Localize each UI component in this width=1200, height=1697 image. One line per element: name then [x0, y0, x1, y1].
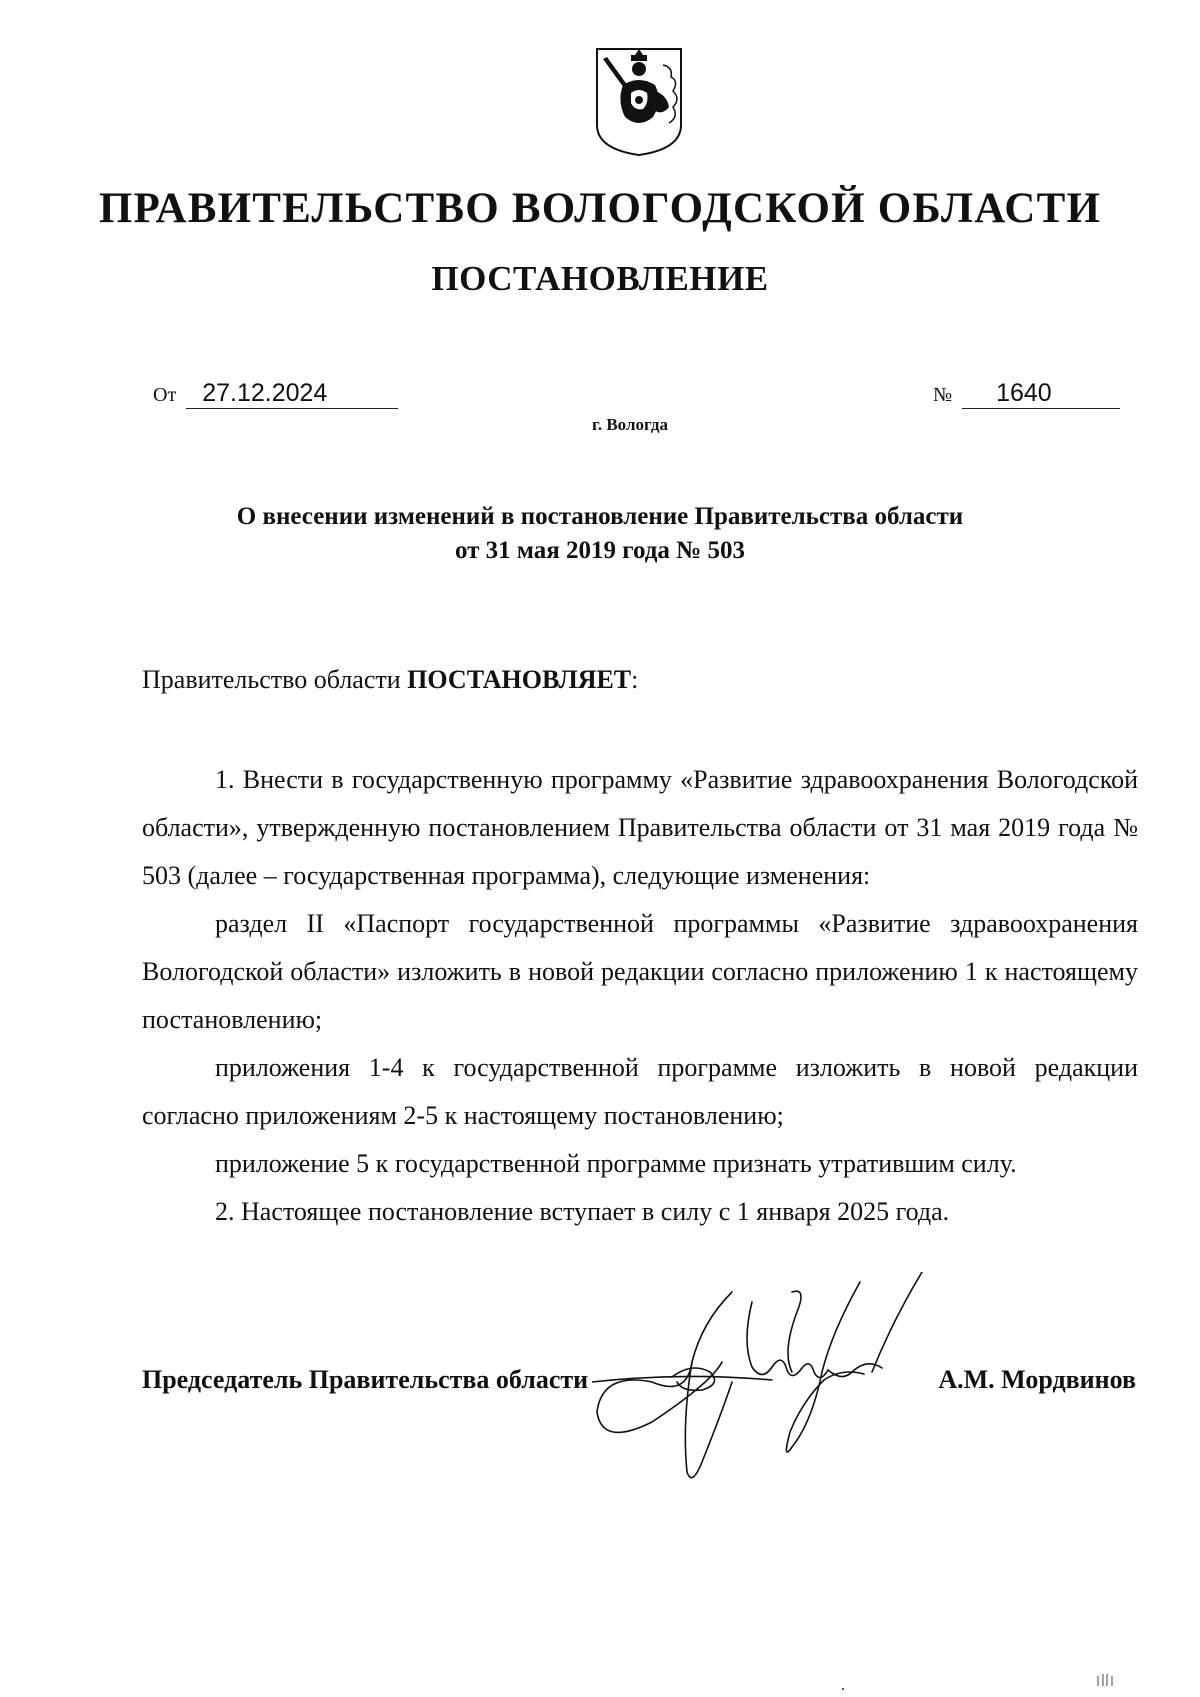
document-number-row — [933, 378, 1120, 409]
resolution-body — [142, 756, 1138, 1236]
intro-bold: ПОСТАНОВЛЯЕТ — [407, 665, 632, 694]
document-city: г. Вологда — [592, 415, 668, 434]
paragraph-3: приложения 1-4 к государственной программе изложить в новой редакции согласно приложениям 2-5 к настоящему постановлению; — [142, 1053, 1138, 1130]
resolution-intro — [142, 656, 1138, 704]
paragraph-5: 2. Настоящее постановление вступает в силу с 1 января 2025 года. — [215, 1197, 950, 1226]
paragraph-4: приложение 5 к государственной программе признать утратившим силу. — [215, 1149, 1017, 1178]
document-number: 1640 — [962, 378, 1120, 409]
subject-line-1: О внесении изменений в постановление Правительства области — [236, 503, 964, 530]
scan-dot — [842, 1688, 844, 1690]
paragraph-2: раздел II «Паспорт государственной программы «Развитие здравоохранения Вологодской области» изложить в новой редакции согласно приложению 1 к настоящему постановлению; — [142, 909, 1138, 1034]
intro-end: : — [631, 665, 639, 694]
subject-line-2: от 31 мая 2019 года № 503 — [454, 537, 746, 564]
date-prefix: От — [153, 384, 177, 406]
number-prefix: № — [933, 384, 953, 406]
document-date: 27.12.2024 — [186, 378, 398, 409]
paragraph-1: 1. Внести в государственную программу «Развитие здравоохранения Вологодской области», утвержденную постановлением Правительства области от 31 мая 2019 года № 503 (далее – государственная программа), следующие изменения: — [142, 765, 1138, 890]
coat-of-arms-icon — [593, 45, 685, 157]
organization-title: ПРАВИТЕЛЬСТВО ВОЛОГОДСКОЙ ОБЛАСТИ — [98, 185, 1102, 232]
signatory-name: А.М. Мордвинов — [938, 1365, 1136, 1394]
signatory-position: Председатель Правительства области — [142, 1365, 589, 1394]
handwritten-signature-icon — [592, 1272, 942, 1487]
document-subject — [140, 500, 1060, 568]
margin-mark-icon — [1096, 1672, 1116, 1686]
document-date-row — [153, 378, 398, 409]
intro-plain: Правительство области — [142, 665, 408, 694]
document-type-title: ПОСТАНОВЛЕНИЕ — [431, 259, 769, 298]
